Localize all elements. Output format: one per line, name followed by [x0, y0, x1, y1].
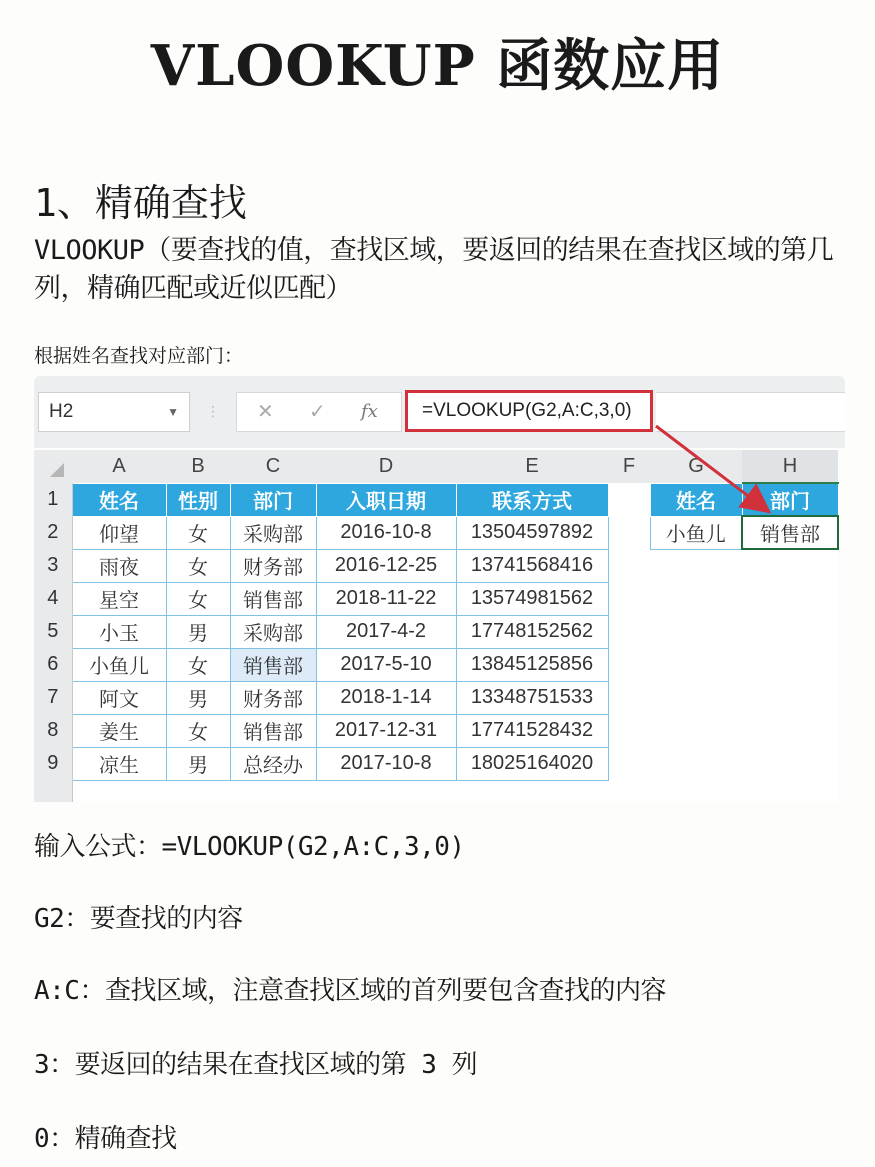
row-header[interactable]: 9: [34, 747, 72, 780]
table-cell[interactable]: 财务部: [230, 549, 316, 582]
table-cell[interactable]: 总经办: [230, 747, 316, 780]
column-header-c[interactable]: C: [230, 450, 316, 483]
table-cell[interactable]: 销售部: [230, 714, 316, 747]
column-header-e[interactable]: E: [456, 450, 608, 483]
table-cell[interactable]: 采购部: [230, 615, 316, 648]
spreadsheet-screenshot: [34, 376, 845, 804]
note-formula: 输入公式：=VLOOKUP(G2,A:C,3,0): [34, 832, 465, 862]
cancel-icon[interactable]: ✕: [257, 399, 274, 423]
table-cell[interactable]: 采购部: [230, 516, 316, 549]
row-header[interactable]: 4: [34, 582, 72, 615]
table-header-cell[interactable]: 入职日期: [316, 483, 456, 516]
row-header[interactable]: 1: [34, 483, 72, 516]
row-header[interactable]: 7: [34, 681, 72, 714]
table-cell[interactable]: 2016-12-25: [316, 549, 456, 582]
table-cell[interactable]: 女: [166, 714, 230, 747]
table-cell[interactable]: 小玉: [72, 615, 166, 648]
page-title: VLOOKUP 函数应用: [150, 33, 725, 99]
table-cell[interactable]: 13574981562: [456, 582, 608, 615]
task-caption: 根据姓名查找对应部门：: [34, 345, 244, 367]
lookup-value-cell[interactable]: 小鱼儿: [650, 516, 742, 549]
chevron-down-icon[interactable]: ▼: [167, 405, 179, 419]
column-header-f[interactable]: F: [608, 450, 650, 483]
table-cell[interactable]: 2017-12-31: [316, 714, 456, 747]
table-cell[interactable]: 13348751533: [456, 681, 608, 714]
lookup-header-cell[interactable]: 姓名: [650, 483, 742, 516]
table-cell[interactable]: 仰望: [72, 516, 166, 549]
table-cell[interactable]: 男: [166, 615, 230, 648]
table-cell[interactable]: 18025164020: [456, 747, 608, 780]
column-header-g[interactable]: G: [650, 450, 742, 483]
table-cell[interactable]: 13504597892: [456, 516, 608, 549]
lookup-header-cell[interactable]: 部门: [742, 483, 838, 516]
table-cell[interactable]: 小鱼儿: [72, 648, 166, 681]
table-cell[interactable]: 13741568416: [456, 549, 608, 582]
row-header[interactable]: 5: [34, 615, 72, 648]
table-cell[interactable]: 财务部: [230, 681, 316, 714]
table-cell[interactable]: 女: [166, 516, 230, 549]
row-header[interactable]: 3: [34, 549, 72, 582]
insert-function-icon[interactable]: fx: [361, 401, 378, 422]
table-header-cell[interactable]: 联系方式: [456, 483, 608, 516]
row-header[interactable]: 6: [34, 648, 72, 681]
table-cell[interactable]: 姜生: [72, 714, 166, 747]
table-header-cell[interactable]: 部门: [230, 483, 316, 516]
note-column-index: 3：要返回的结果在查找区域的第 3 列: [34, 1050, 478, 1080]
table-cell[interactable]: 男: [166, 747, 230, 780]
table-cell[interactable]: 男: [166, 681, 230, 714]
column-header-d[interactable]: D: [316, 450, 456, 483]
row-header[interactable]: 8: [34, 714, 72, 747]
active-result-cell[interactable]: 销售部: [742, 516, 838, 549]
column-header-b[interactable]: B: [166, 450, 230, 483]
formula-input[interactable]: =VLOOKUP(G2,A:C,3,0): [405, 390, 653, 432]
table-cell[interactable]: 2018-1-14: [316, 681, 456, 714]
table-cell[interactable]: 2018-11-22: [316, 582, 456, 615]
note-exact-match: 0：精确查找: [34, 1124, 177, 1154]
note-range: A:C：查找区域，注意查找区域的首列要包含查找的内容: [34, 976, 666, 1006]
table-cell[interactable]: 2017-5-10: [316, 648, 456, 681]
section-heading: 1、精确查找: [34, 181, 247, 225]
table-cell[interactable]: 阿文: [72, 681, 166, 714]
table-header-cell[interactable]: 性别: [166, 483, 230, 516]
column-header-a[interactable]: A: [72, 450, 166, 483]
table-cell[interactable]: 17748152562: [456, 615, 608, 648]
table-cell[interactable]: 星空: [72, 582, 166, 615]
table-cell[interactable]: 女: [166, 582, 230, 615]
syntax-description: VLOOKUP（要查找的值，查找区域，要返回的结果在查找区域的第几列，精确匹配或近似匹配）: [34, 235, 834, 304]
table-cell[interactable]: 2017-10-8: [316, 747, 456, 780]
table-header-cell[interactable]: 姓名: [72, 483, 166, 516]
table-cell[interactable]: 雨夜: [72, 549, 166, 582]
note-lookup-value: G2：要查找的内容: [34, 904, 243, 934]
table-cell[interactable]: 17741528432: [456, 714, 608, 747]
matched-result-cell[interactable]: 销售部: [230, 648, 316, 681]
table-cell[interactable]: 凉生: [72, 747, 166, 780]
table-cell[interactable]: 2016-10-8: [316, 516, 456, 549]
confirm-icon[interactable]: ✓: [309, 399, 326, 423]
table-cell[interactable]: 销售部: [230, 582, 316, 615]
row-header[interactable]: 2: [34, 516, 72, 549]
table-cell[interactable]: 2017-4-2: [316, 615, 456, 648]
table-cell[interactable]: 13845125856: [456, 648, 608, 681]
name-box-value: H2: [49, 401, 74, 422]
table-cell[interactable]: 女: [166, 648, 230, 681]
annotation-arrow: [34, 376, 845, 804]
column-header-h[interactable]: H: [742, 450, 838, 483]
drag-handle-icon: ⋮: [206, 404, 222, 420]
table-cell[interactable]: 女: [166, 549, 230, 582]
